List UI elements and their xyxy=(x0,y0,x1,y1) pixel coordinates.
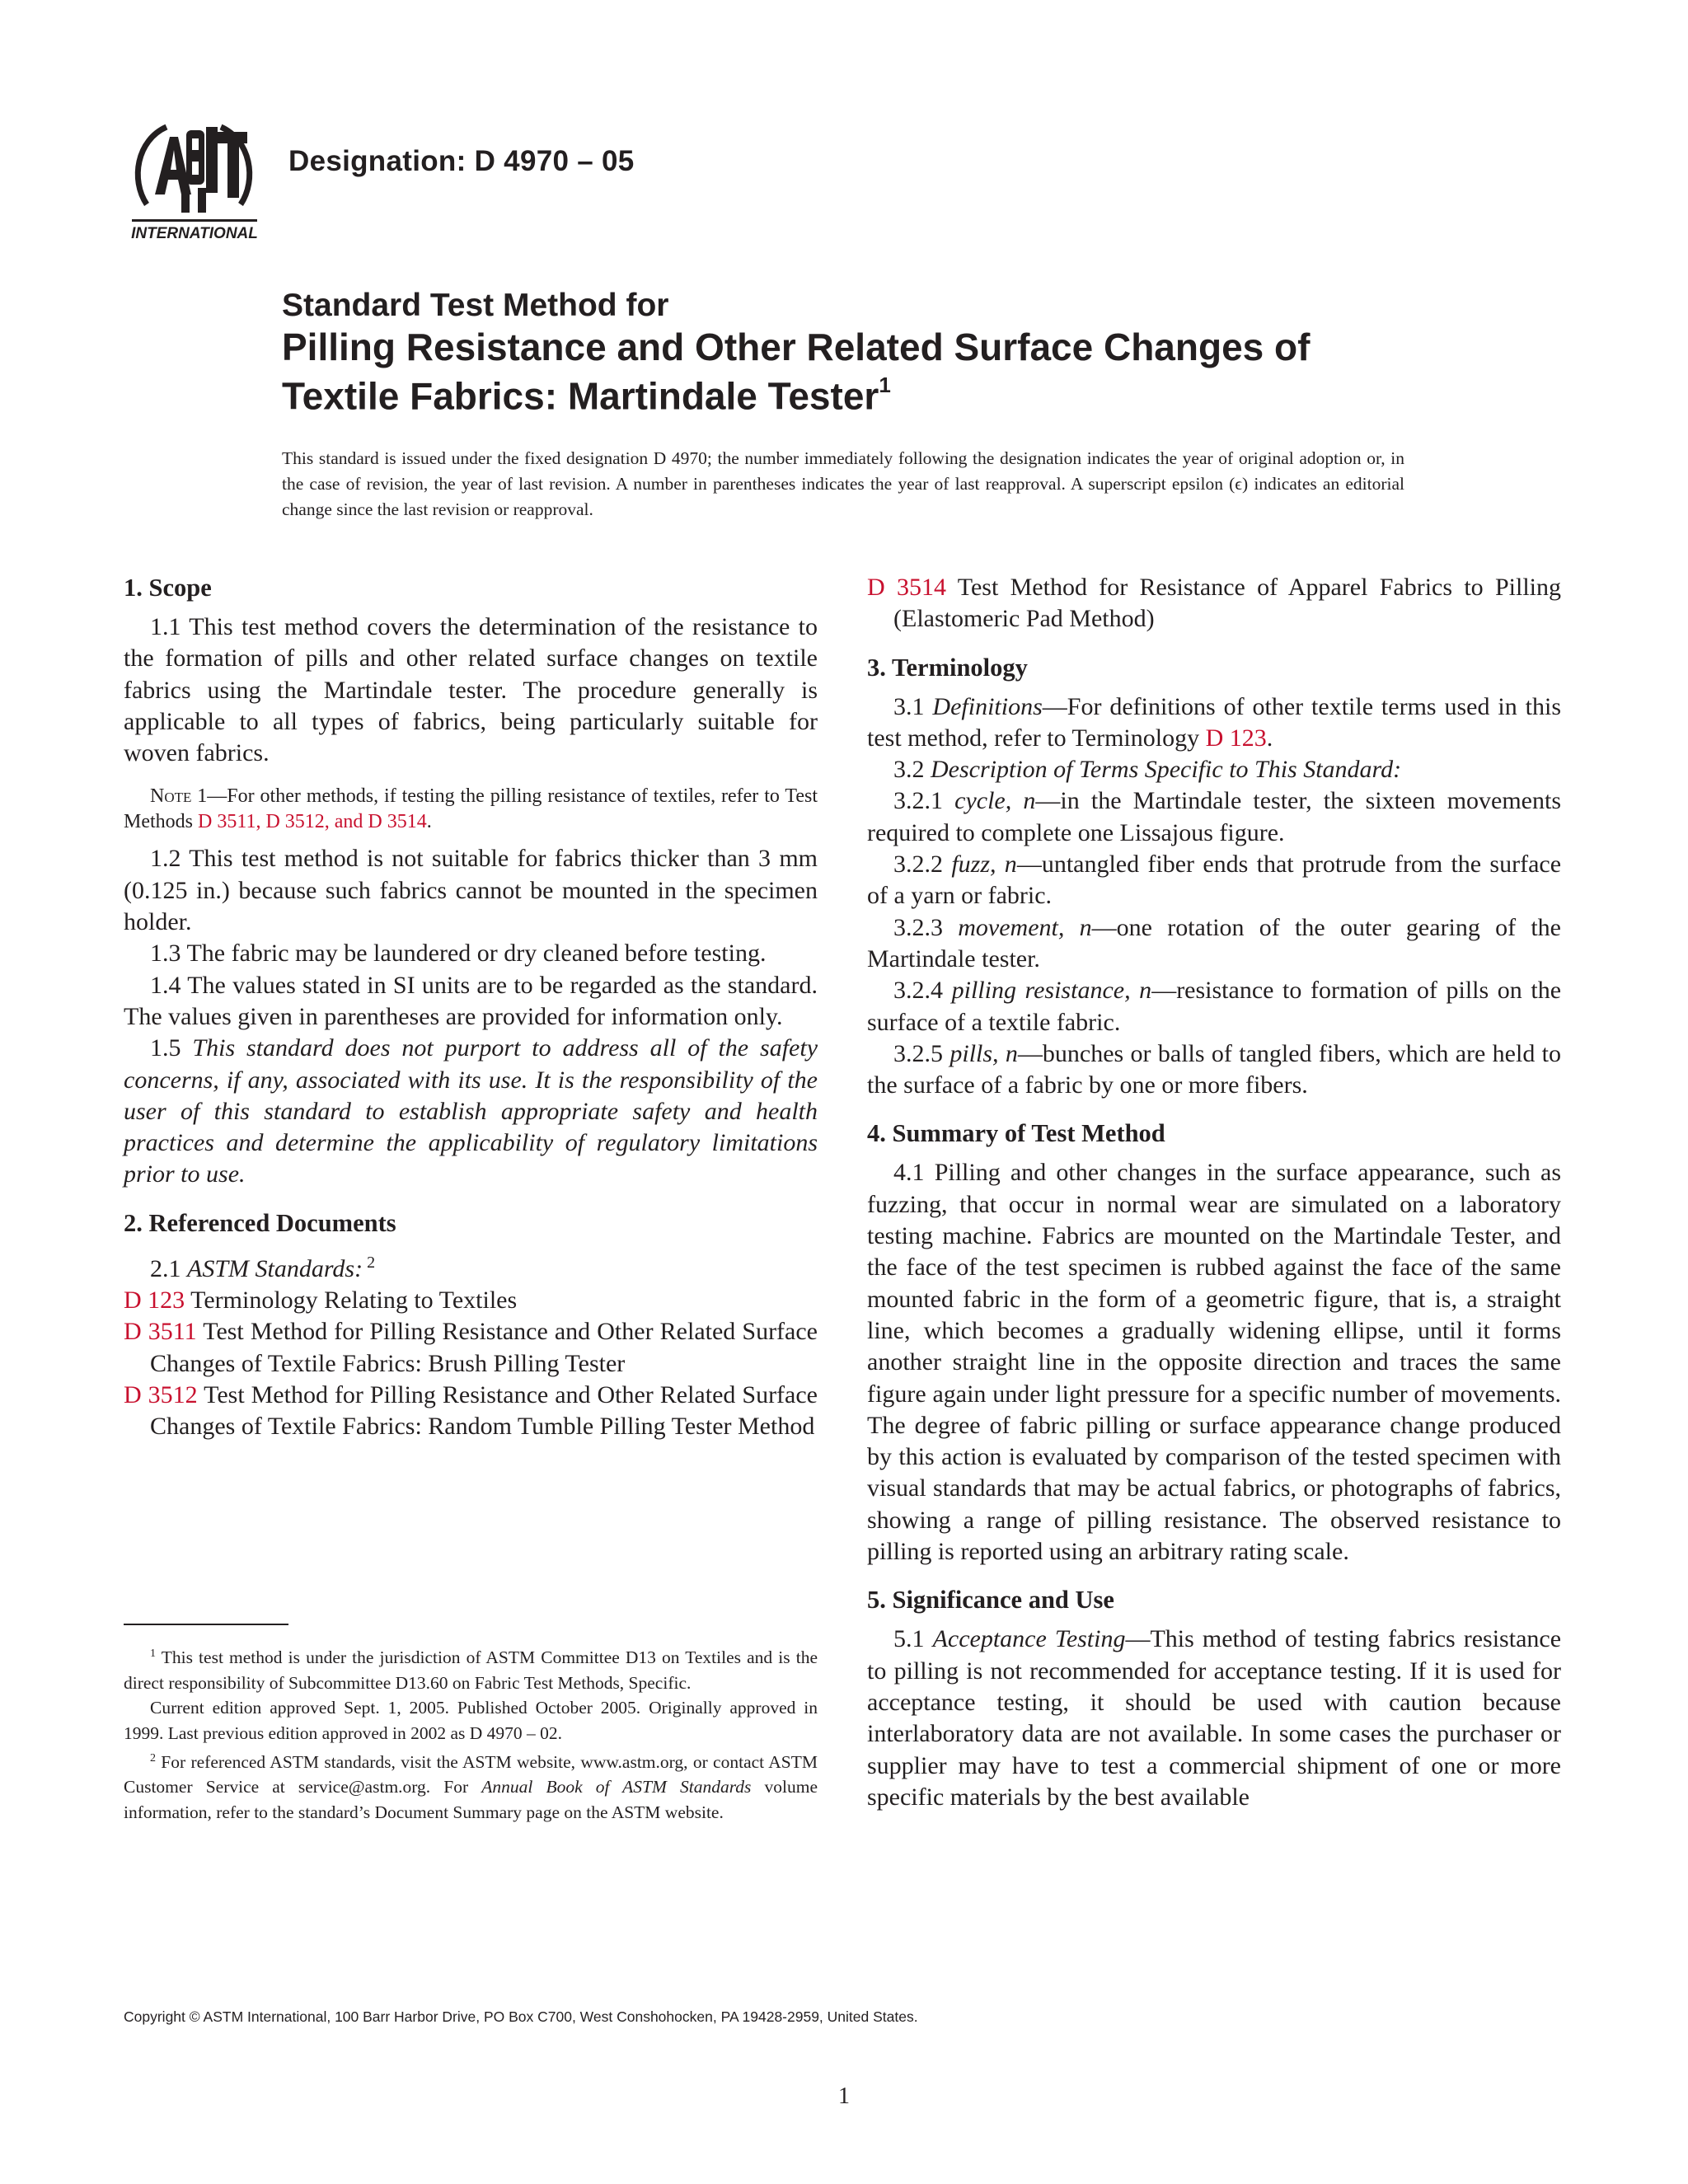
definition-text: —untangled fiber ends that protrude from the surface of a yarn or fabric. xyxy=(867,851,1562,910)
footnote-1 xyxy=(124,1642,818,1695)
definition-pilling-resistance xyxy=(867,975,1561,1038)
para-1-5 xyxy=(124,1033,818,1190)
definition-pills xyxy=(867,1038,1561,1102)
ref-d3514-text: Test Method for Resistance of Apparel Fabrics to Pilling (Elastomeric Pad Method) xyxy=(893,574,1561,633)
note-1 xyxy=(124,784,818,835)
ref-d123-link[interactable]: D 123 xyxy=(124,1286,185,1315)
para-3-1-term: Definitions xyxy=(932,692,1043,720)
footnote-2-text-a: For referenced ASTM standards, visit the ASTM website, www.astm.org, or contact ASTM Customer Service at service@astm.org. For xyxy=(124,1751,818,1797)
para-1-3: 1.3 The fabric may be laundered or dry cleaned before testing. xyxy=(150,940,767,968)
footnote-rule xyxy=(124,1624,288,1625)
note-label: Note xyxy=(150,785,192,808)
definition-number: 3.2.5 xyxy=(893,1039,950,1067)
para-5-1-term: Acceptance Testing xyxy=(932,1625,1126,1653)
footnote-1-approval: Current edition approved Sept. 1, 2005. Published October 2005. Originally approved in 1999. Last previous edition approved in 2002 as D 4970 – 02. xyxy=(124,1698,818,1743)
section-summary-heading: 4. Summary of Test Method xyxy=(867,1119,1165,1148)
para-1-2: 1.2 This test method is not suitable for fabrics thicker than 3 mm (0.125 in.) because such fabrics cannot be mounted in the specimen holder. xyxy=(124,845,818,936)
ref-d3514 xyxy=(867,572,1561,635)
para-1-5-text: This standard does not purport to address all of the safety concerns, if any, associated with its use. It is the responsibility of the user of this standard to establish appropriate safety and health practices and determine the applicability of regulatory limitations prior to use. xyxy=(124,1034,818,1188)
definition-pos: , n xyxy=(1005,787,1036,815)
definition-term: pills xyxy=(950,1039,993,1067)
page-number: 1 xyxy=(838,2083,850,2109)
footnote-2-italic: Annual Book of ASTM Standards xyxy=(481,1777,752,1797)
title-line-1: Standard Test Method for xyxy=(282,288,669,323)
note-end: . xyxy=(426,811,432,833)
definition-pos: , n xyxy=(1124,977,1152,1005)
definition-cycle xyxy=(867,785,1561,849)
para-4-1: 4.1 Pilling and other changes in the surface appearance, such as fuzzing, that occur in normal wear are simulated on a laboratory testing machine. Fabrics are mounted on the Martindale Tester, and the face of the test specimen is rubbed against the face of the same mounted fabric in the form of a geometric figure, that is, a straight line, which becomes a gradually widening ellipse, until it forms another straight line in the opposite direction and traces the same figure again under light pressure for a specific number of movements. The degree of fabric pilling or surface appearance change produced by this action is evaluated by comparison of the tested specimen with visual standards that may be actual fabrics, or photographs of fabrics, showing a range of pilling resistance. The observed resistance to pilling is reported using an arbitrary rating scale. xyxy=(867,1159,1561,1566)
logo-wordmark: INTERNATIONAL xyxy=(131,225,258,242)
footnote-2-text-b: volume information, refer to the standard’s Document Summary page on the ASTM website. xyxy=(124,1777,818,1822)
ref-d3511-text: Test Method for Pilling Resistance and Other Related Surface Changes of Textile Fabrics: Brush Pilling Tester xyxy=(150,1318,818,1377)
definition-term: pilling resistance xyxy=(951,977,1125,1005)
para-3-1 xyxy=(867,691,1561,755)
title-line-2: Pilling Resistance and Other Related Surface Changes of xyxy=(282,326,1311,368)
ref-d3512 xyxy=(124,1380,818,1443)
para-5-1-text: —This method of testing fabrics resistance to pilling is not recommended for acceptance testing. If it is used for acceptance testing, it should be used with caution because interlaboratory data are not available. In some cases the purchaser or supplier may have to test a commercial shipment of one or more specific materials by the best available xyxy=(867,1625,1562,1811)
title-footnote-mark: 1 xyxy=(879,373,891,397)
section-referenced-heading: 2. Referenced Documents xyxy=(124,1208,396,1237)
ref-d3512-link[interactable]: D 3512 xyxy=(124,1380,198,1408)
definition-pos: , n xyxy=(990,851,1017,879)
para-1-1: 1.1 This test method covers the determination of the resistance to the formation of pills and other related surface changes on textile fabrics using the Martindale tester. The procedure generally is applicable to all types of fabrics, being particularly suitable for woven fabrics. xyxy=(124,613,818,767)
definition-text: —bunches or balls of tangled fibers, which are held to the surface of a fabric by one or more fibers. xyxy=(867,1039,1562,1099)
definition-text: —in the Martindale tester, the sixteen movements required to complete one Lissajous figure. xyxy=(867,787,1562,846)
ref-d3514-link[interactable]: D 3514 xyxy=(867,574,946,601)
definition-movement xyxy=(867,912,1561,976)
definition-number: 3.2.1 xyxy=(893,787,955,815)
definition-pos: , n xyxy=(1057,913,1092,941)
note-methods-link[interactable]: D 3511, D 3512, and D 3514 xyxy=(198,811,427,833)
para-3-2-text: Description of Terms Specific to This Standard: xyxy=(931,756,1402,784)
section-scope-heading: 1. Scope xyxy=(124,574,212,602)
definition-number: 3.2.3 xyxy=(893,913,959,941)
footnote-1-text: This test method is under the jurisdiction of ASTM Committee D13 on Textiles and is the direct responsibility of Subcommittee D13.60 on Fabric Test Methods, Specific. xyxy=(124,1647,818,1693)
footnote-2 xyxy=(124,1746,818,1825)
para-2-1-footnote-mark: 2 xyxy=(363,1253,376,1272)
para-3-2-num: 3.2 xyxy=(893,756,931,784)
ref-d123 xyxy=(124,1285,818,1316)
note-text: 1—For other methods, if testing the pilling resistance of textiles, refer to Test Methods xyxy=(124,785,818,833)
footnote-1-mark: 1 xyxy=(150,1647,156,1660)
definition-term: movement xyxy=(958,913,1058,941)
ref-d3512-text: Test Method for Pilling Resistance and Other Related Surface Changes of Textile Fabrics: Random Tumble Pilling Tester Method xyxy=(150,1380,818,1441)
para-3-1-text: —For definitions of other textile terms used in this test method, refer to Terminology xyxy=(867,692,1562,752)
para-1-4: 1.4 The values stated in SI units are to be regarded as the standard. The values given in parentheses are provided for information only. xyxy=(124,971,818,1030)
para-5-1-num: 5.1 xyxy=(893,1625,933,1653)
ref-d3511 xyxy=(124,1316,818,1380)
definition-number: 3.2.2 xyxy=(893,851,952,879)
para-3-2 xyxy=(867,754,1561,785)
para-3-1-num: 3.1 xyxy=(893,692,933,720)
title-line-3-text: Textile Fabrics: Martindale Tester xyxy=(282,374,879,418)
para-5-1 xyxy=(867,1624,1561,1813)
issuance-notice: This standard is issued under the fixed designation D 4970; the number immediately following the designation indicates the year of original adoption or, in the case of revision, the year of last revision. A number in parentheses indicates the year of last reapproval. A superscript epsilon (ϵ) indicates an editorial change since the last revision or reapproval. xyxy=(282,448,1404,519)
para-2-1-num: 2.1 xyxy=(150,1254,187,1282)
definition-text: —resistance to formation of pills on the surface of a textile fabric. xyxy=(867,977,1562,1036)
astm-logo xyxy=(124,115,264,247)
para-2-1 xyxy=(124,1247,818,1285)
definition-text: —one rotation of the outer gearing of the Martindale tester. xyxy=(867,913,1561,972)
section-significance-heading: 5. Significance and Use xyxy=(867,1586,1114,1615)
terminology-d123-link[interactable]: D 123 xyxy=(1205,724,1267,752)
section-terminology-heading: 3. Terminology xyxy=(867,653,1028,682)
para-1-5-num: 1.5 xyxy=(150,1034,193,1062)
copyright-line: Copyright © ASTM International, 100 Barr Harbor Drive, PO Box C700, West Conshohocken, PA 19428-2959, United States. xyxy=(124,2008,918,2025)
footnote-2-mark: 2 xyxy=(150,1751,156,1765)
ref-d123-text: Terminology Relating to Textiles xyxy=(185,1286,518,1315)
ref-d3511-link[interactable]: D 3511 xyxy=(124,1318,197,1346)
definition-number: 3.2.4 xyxy=(893,977,952,1005)
title-line-3 xyxy=(282,368,1518,416)
definition-term: fuzz xyxy=(951,851,990,879)
footnotes xyxy=(124,1642,818,1825)
para-3-1-end: . xyxy=(1266,724,1273,752)
designation: Designation: D 4970 – 05 xyxy=(288,145,635,177)
definition-fuzz xyxy=(867,849,1561,912)
definition-term: cycle xyxy=(954,787,1006,815)
para-2-1-text: ASTM Standards: xyxy=(187,1254,363,1282)
right-column xyxy=(867,572,1561,1813)
document-title xyxy=(282,285,1518,416)
definition-pos: , n xyxy=(992,1039,1018,1067)
left-column xyxy=(124,572,818,1443)
